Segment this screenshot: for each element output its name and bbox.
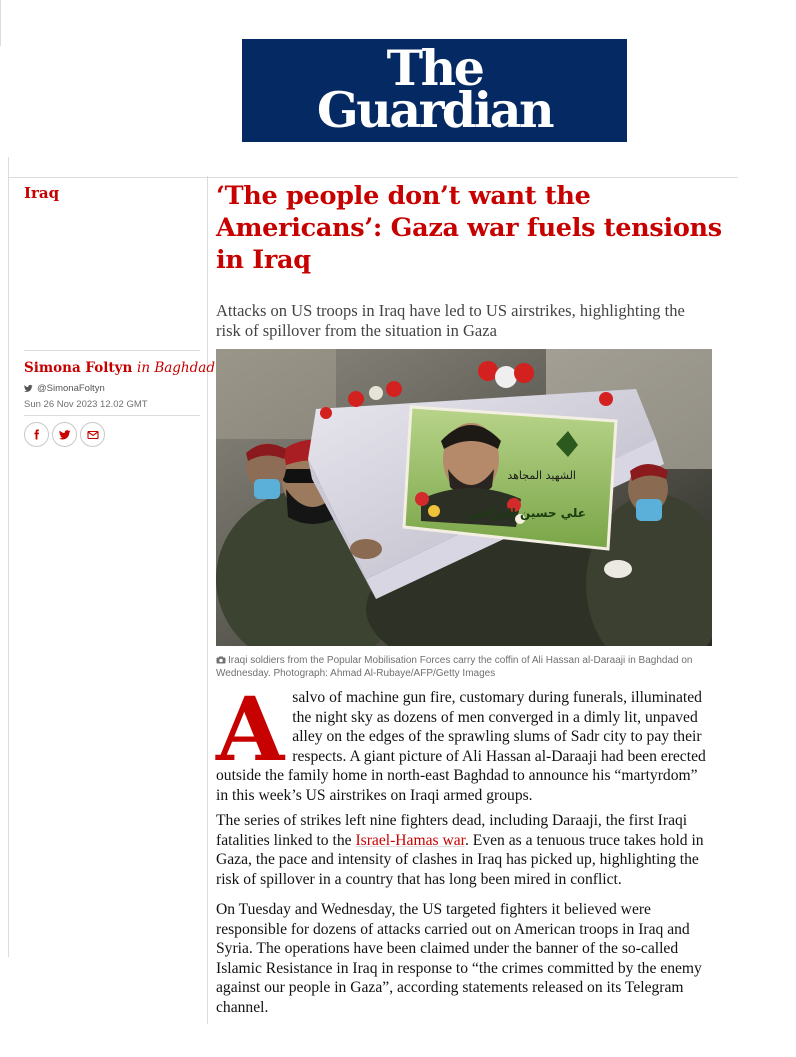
share-facebook-button[interactable] <box>24 422 49 447</box>
section-link[interactable]: Iraq <box>24 184 60 202</box>
logo-line-1: The <box>386 39 483 97</box>
logo-line-2: Guardian <box>316 81 553 139</box>
poster-text-1: الشهيد المجاهد <box>507 469 576 482</box>
email-icon <box>87 429 99 441</box>
paragraph-1 <box>216 677 710 805</box>
author-twitter[interactable] <box>24 383 105 394</box>
byline <box>24 360 215 376</box>
photo-caption <box>216 654 706 680</box>
standfirst: Attacks on US troops in Iraq have led to US airstrikes, highlighting the risk of spillover from the situation in Gaza <box>216 301 685 340</box>
paragraph-2-text-a: The series of strikes left nine fighters dead, including Daraaji, the first Iraqi fatalities linked to the <box>216 812 688 849</box>
author-link[interactable]: Simona Foltyn <box>24 360 133 376</box>
twitter-icon <box>59 429 71 441</box>
guardian-logo[interactable] <box>242 39 627 142</box>
paragraph-1-text: salvo of machine gun fire, customary during funerals, illuminated the night sky as dozens of men converged in a dimly lit, unpaved alley on the edges of the sprawling slums of Sadr city to pay their respects. A giant picture of Ali Hassan al-Daraaji had been erected outside the family home in north-east Baghdad to announce his “martyrdom” in this week’s US airstrikes on Iraqi armed groups. <box>216 689 706 804</box>
facebook-icon <box>31 429 42 440</box>
poster-text-2: علي حسين الدراجي <box>468 506 586 520</box>
twitter-icon <box>24 384 33 393</box>
caption-text: Iraqi soldiers from the Popular Mobilisation Forces carry the coffin of Ali Hassan al-Daraaji in Baghdad on Wednesday. Photograph: Ahmad Al-Rubaye/AFP/Getty Images <box>216 655 693 679</box>
headline: ‘The people don’t want the Americans’: Gaza war fuels tensions in Iraq <box>216 181 722 275</box>
column-divider <box>207 176 208 1024</box>
header-divider <box>8 177 738 178</box>
publish-date: Sun 26 Nov 2023 12.02 GMT <box>24 399 148 410</box>
paragraph-2 <box>216 811 710 889</box>
camera-icon <box>216 656 226 664</box>
dropcap: A <box>216 677 285 781</box>
column-divider-outer <box>8 157 9 957</box>
paragraph-2-text-b: . Even as a tenuous truce takes hold in Gaza, the pace and intensity of clashes in Iraq has picked up, highlighting the risk of spillover in a country that has long been mired in conflict. <box>216 831 704 888</box>
share-email-button[interactable] <box>80 422 105 447</box>
twitter-handle: @SimonaFoltyn <box>37 383 105 394</box>
byline-location: in Baghdad <box>137 360 215 376</box>
paragraph-3: On Tuesday and Wednesday, the US targeted fighters it believed were responsible for dozens of attacks carried out on American troops in Iraq and Syria. The operations have been claimed under the banner of the so-called Islamic Resistance in Iraq in response to “the crimes committed by the enemy against our people in Gaza”, according statements released on its Telegram channel. <box>216 901 702 1016</box>
share-twitter-button[interactable] <box>52 422 77 447</box>
page-edge-line <box>0 0 1 46</box>
article-photo <box>216 349 712 646</box>
israel-hamas-war-link[interactable]: Israel-Hamas war <box>355 831 465 849</box>
share-buttons <box>24 422 105 447</box>
meta-divider <box>24 350 200 351</box>
meta-divider-2 <box>24 415 200 416</box>
